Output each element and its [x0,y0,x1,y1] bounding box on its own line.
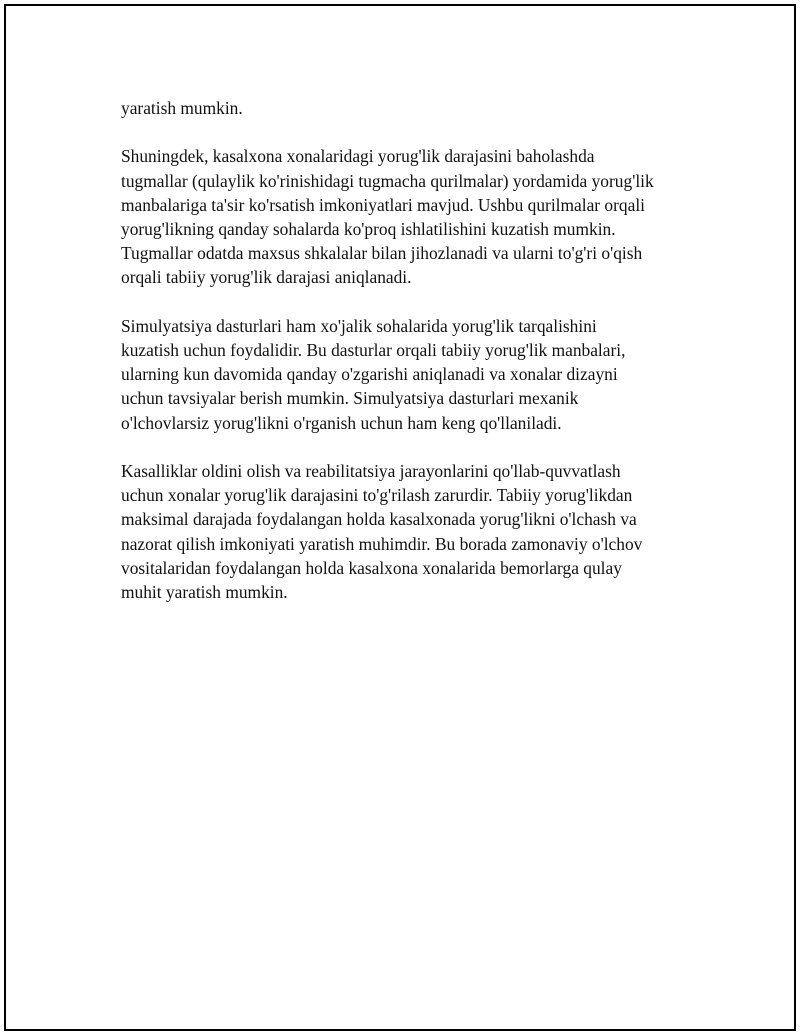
document-page [4,4,796,1031]
paragraph-simulation: Simulyatsiya dasturlari ham xo'jalik sohalarida yorug'lik tarqalishini kuzatish uchun foydalidir. Bu dasturlar orqali tabiiy yorug'lik manbalari, ularning kun davomida qanday o'zgarishi aniqlanadi va xonalar dizayni uchun tavsiyalar berish mumkin. Simulyatsiya dasturlari mexanik o'lchovlarsiz yorug'likni o'rganish uchun ham keng qo'llaniladi. [121,315,626,433]
document-body [121,96,696,628]
paragraph-prevention: Kasalliklar oldini olish va reabilitatsiya jarayonlarini qo'llab-quvvatlash uchun xonalar yorug'lik darajasini to'g'rilash zarurdir. Tabiiy yorug'likdan maksimal darajada foydalangan holda kasalxonada yorug'likni o'lchash va nazorat qilish imkoniyati yaratish muhimdir. Bu borada zamonaviy o'lchov vositalaridan foydalangan holda kasalxona xonalarida bemorlarga qulay muhit yaratish mumkin. [121,461,643,603]
paragraph-continuation: yaratish mumkin. [121,98,243,118]
paragraph-buttons: Shuningdek, kasalxona xonalaridagi yorug'lik darajasini baholashda tugmallar (qulaylik ko'rinishidagi tugmacha qurilmalar) yordamida yorug'lik manbalariga ta'sir ko'rsatish imkoniyatlari mavjud. Ushbu qurilmalar orqali yorug'likning qanday sohalarda ko'proq ishlatilishini kuzatish mumkin. Tugmallar odatda maxsus shkalalar bilan jihozlanadi va ularni to'g'ri o'qish orqali tabiiy yorug'lik darajasi aniqlanadi. [121,146,654,288]
